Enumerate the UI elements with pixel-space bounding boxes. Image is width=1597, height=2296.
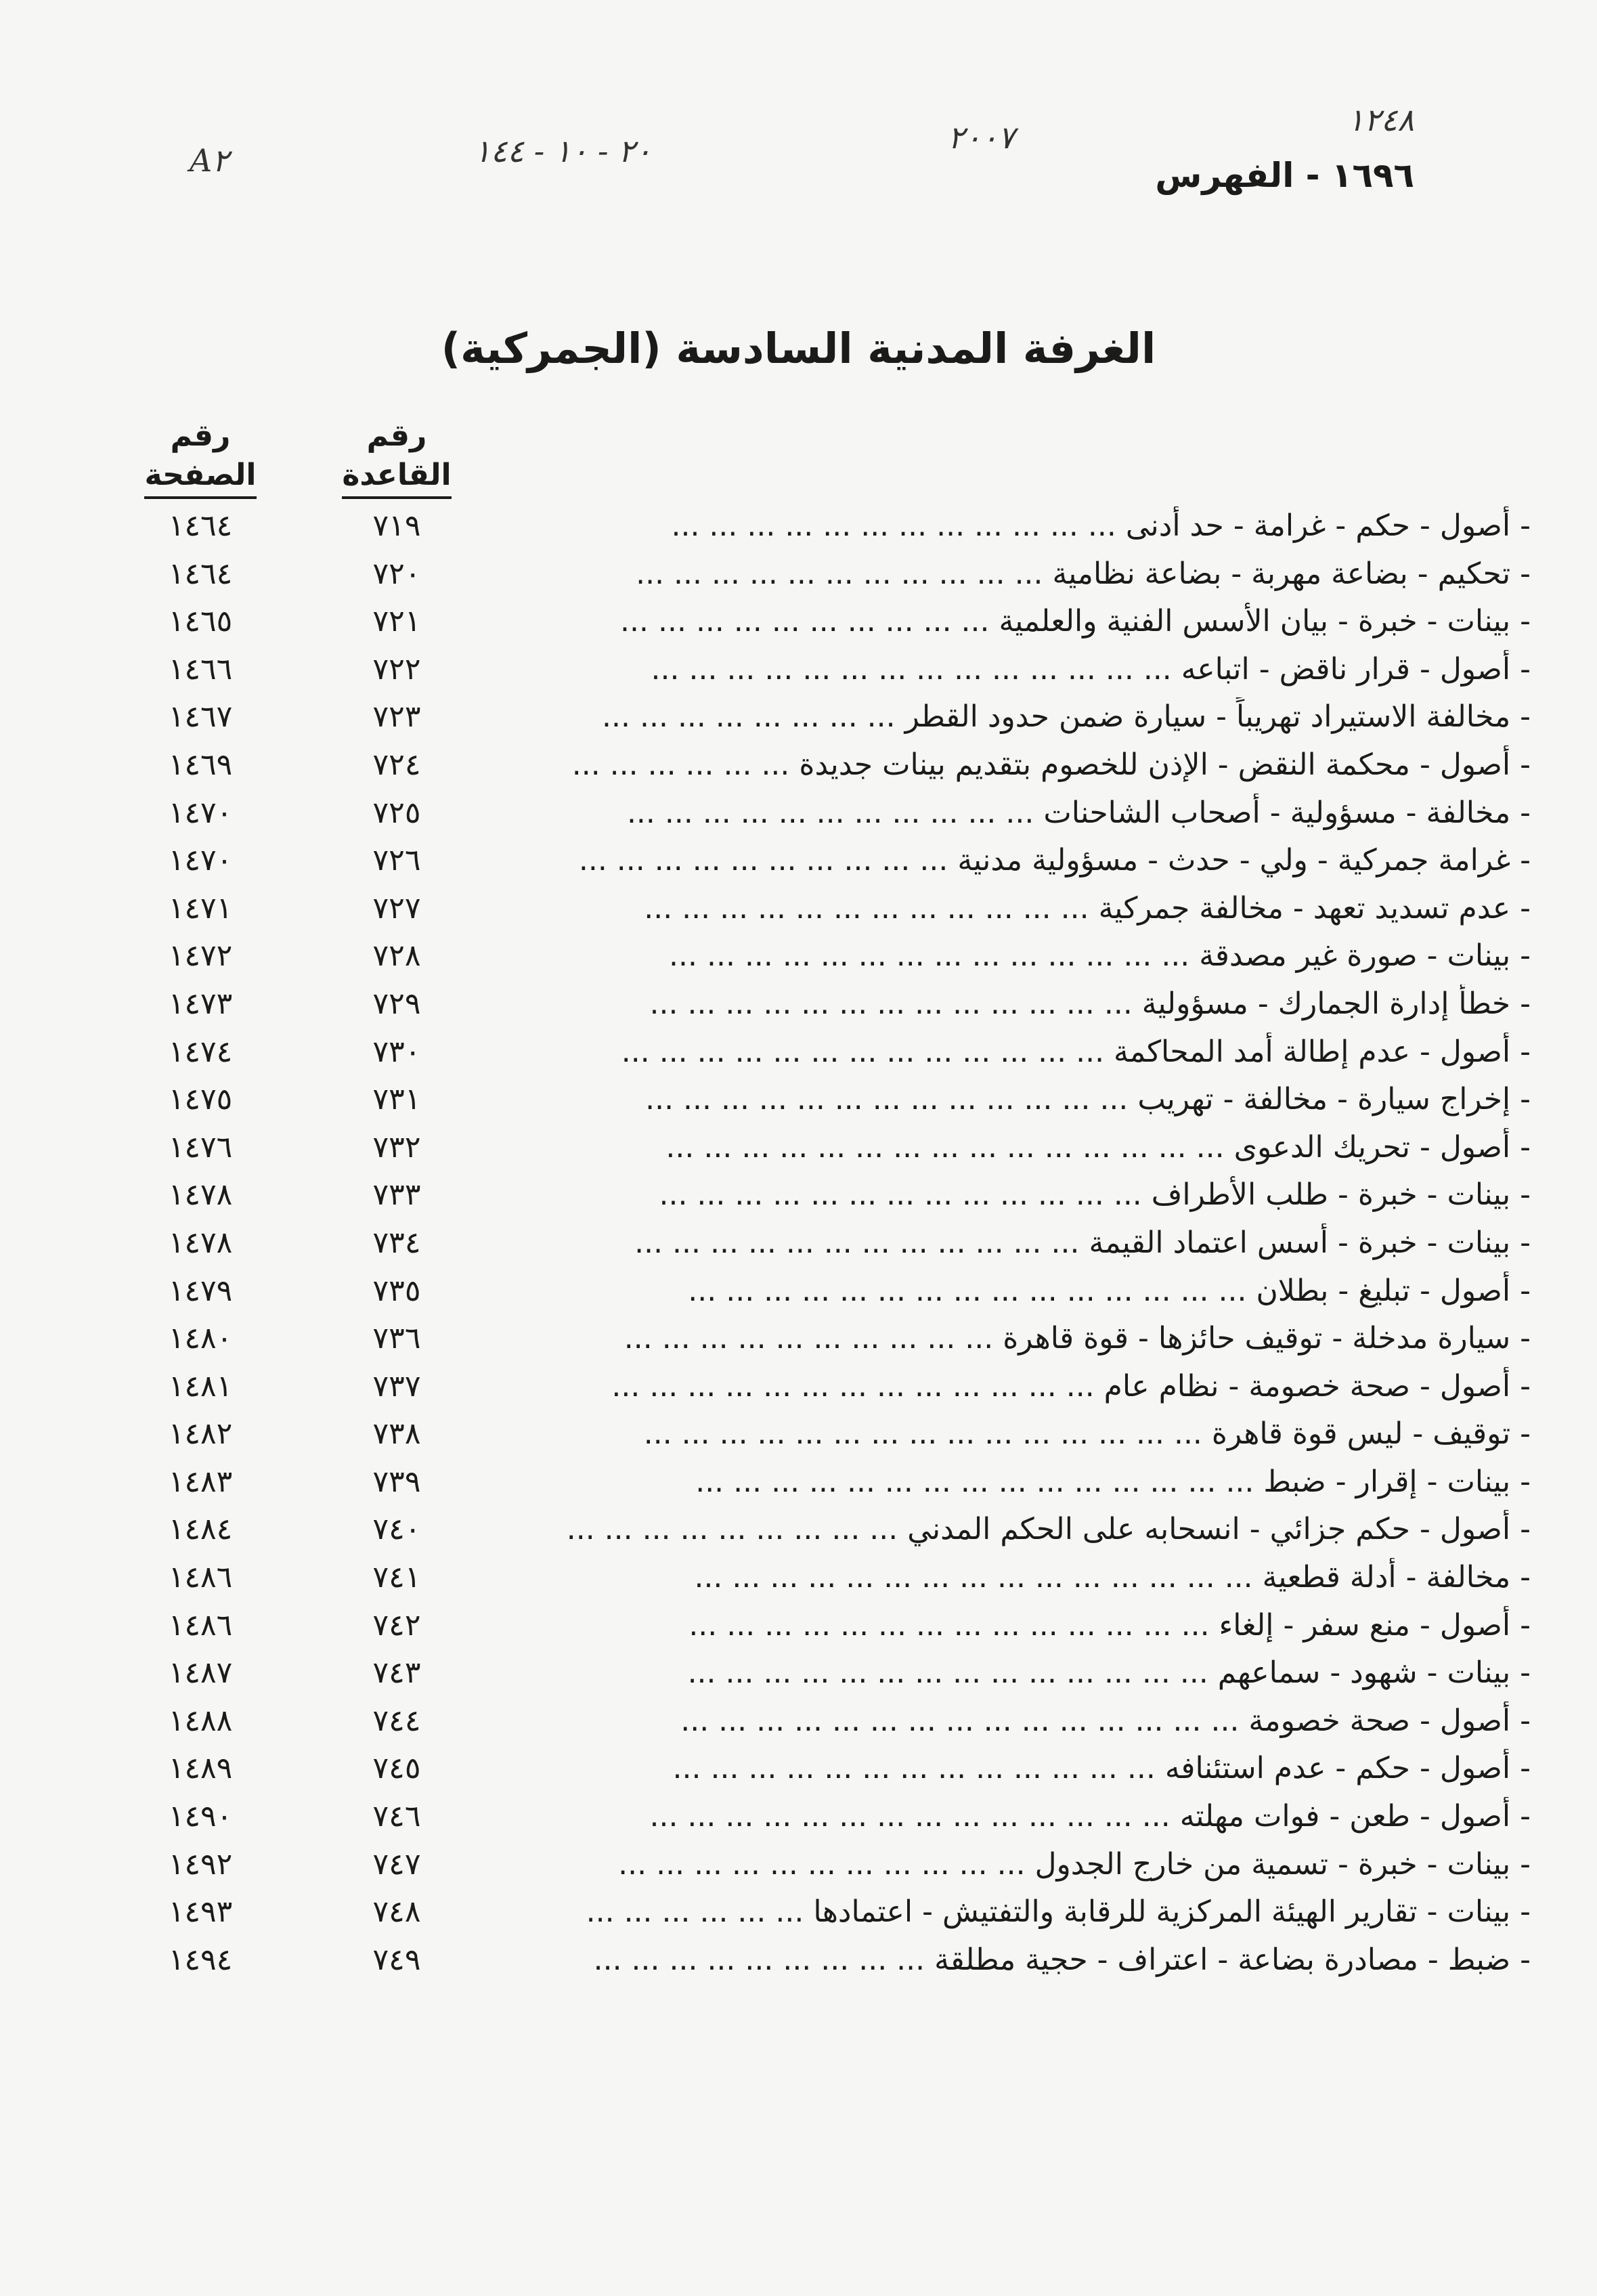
column-header-rule-line1: رقم bbox=[366, 418, 427, 453]
entry-page-number: ١٤٩٤ bbox=[168, 1942, 233, 1977]
entry-text: - تحكيم - بضاعة مهربة - بضاعة نظامية ... ... ... ... ... ... ... ... ... ... ... bbox=[636, 556, 1531, 591]
entry-rule-number: ٧٤٦ bbox=[372, 1799, 421, 1834]
entry-rule-number: ٧٣٥ bbox=[372, 1273, 421, 1308]
entry-text: - مخالفة - أدلة قطعية ... ... ... ... ... ... ... ... ... ... ... ... ... ... ... bbox=[694, 1560, 1531, 1595]
index-entry bbox=[0, 837, 1597, 885]
index-entry bbox=[0, 1171, 1597, 1219]
entry-text: - مخالفة الاستيراد تهريباً - سيارة ضمن حدود القطر ... ... ... ... ... ... ... ... bbox=[602, 699, 1531, 735]
entry-rule-number: ٧٣٩ bbox=[372, 1464, 421, 1499]
entry-page-number: ١٤٩٢ bbox=[168, 1846, 233, 1882]
entry-text: - بينات - خبرة - بيان الأسس الفنية والعلمية ... ... ... ... ... ... ... ... ... ... bbox=[620, 604, 1531, 639]
entry-page-number: ١٤٧٠ bbox=[168, 843, 233, 878]
entry-rule-number: ٧٤٩ bbox=[372, 1942, 421, 1977]
entry-rule-number: ٧٣١ bbox=[372, 1082, 421, 1117]
entry-page-number: ١٤٨٨ bbox=[168, 1703, 233, 1738]
index-entry bbox=[0, 1268, 1597, 1316]
entry-page-number: ١٤٨٤ bbox=[168, 1512, 233, 1547]
entry-rule-number: ٧٢٩ bbox=[372, 986, 421, 1021]
entry-text: - أصول - تحريك الدعوى ... ... ... ... ... ... ... ... ... ... ... ... ... ... ... bbox=[665, 1129, 1531, 1165]
entry-text: - أصول - قرار ناقض - اتباعه ... ... ... ... ... ... ... ... ... ... ... ... ... ... bbox=[651, 651, 1531, 687]
index-entries bbox=[0, 502, 1597, 1984]
entry-rule-number: ٧٤٨ bbox=[372, 1894, 421, 1930]
entry-text: - أصول - عدم إطالة أمد المحاكمة ... ... ... ... ... ... ... ... ... ... ... ... ... bbox=[621, 1034, 1531, 1069]
entry-text: - بينات - شهود - سماعهم ... ... ... ... ... ... ... ... ... ... ... ... ... ... bbox=[687, 1655, 1531, 1691]
entry-text: - أصول - حكم - عدم استئنافه ... ... ... ... ... ... ... ... ... ... ... ... ... bbox=[672, 1751, 1531, 1786]
entry-rule-number: ٧٤٤ bbox=[372, 1703, 421, 1738]
entry-page-number: ١٤٧٨ bbox=[168, 1177, 233, 1213]
entry-rule-number: ٧٣٨ bbox=[372, 1416, 421, 1452]
entry-rule-number: ٧٤٥ bbox=[372, 1751, 421, 1786]
entry-page-number: ١٤٧٩ bbox=[168, 1273, 233, 1308]
index-entry bbox=[0, 1076, 1597, 1124]
column-header-rule-number bbox=[339, 416, 454, 499]
index-entry bbox=[0, 1888, 1597, 1936]
entry-rule-number: ٧٤١ bbox=[372, 1560, 421, 1595]
entry-text: - بينات - خبرة - أسس اعتماد القيمة ... ... ... ... ... ... ... ... ... ... ... ... bbox=[634, 1225, 1531, 1260]
index-entry bbox=[0, 550, 1597, 599]
entry-rule-number: ٧٣٦ bbox=[372, 1321, 421, 1356]
index-entry bbox=[0, 1124, 1597, 1172]
entry-page-number: ١٤٨٩ bbox=[168, 1751, 233, 1786]
entry-page-number: ١٤٧٨ bbox=[168, 1225, 233, 1260]
entry-rule-number: ٧٢٨ bbox=[372, 938, 421, 974]
entry-text: - غرامة جمركية - ولي - حدث - مسؤولية مدنية ... ... ... ... ... ... ... ... ... ... bbox=[578, 843, 1531, 878]
entry-rule-number: ٧٣٠ bbox=[372, 1034, 421, 1069]
entry-rule-number: ٧٤٧ bbox=[372, 1846, 421, 1882]
entry-page-number: ١٤٩٣ bbox=[168, 1894, 233, 1930]
index-entry bbox=[0, 741, 1597, 789]
entry-page-number: ١٤٦٧ bbox=[168, 699, 233, 735]
index-entry bbox=[0, 1841, 1597, 1889]
entry-text: - أصول - تبليغ - بطلان ... ... ... ... ... ... ... ... ... ... ... ... ... ... ... bbox=[688, 1273, 1531, 1308]
entry-page-number: ١٤٨٣ bbox=[168, 1464, 233, 1499]
column-header-page-number bbox=[143, 416, 258, 499]
entry-page-number: ١٤٩٠ bbox=[168, 1799, 233, 1834]
index-entry bbox=[0, 598, 1597, 646]
entry-rule-number: ٧٢١ bbox=[372, 604, 421, 639]
entry-text: - بينات - إقرار - ضبط ... ... ... ... ... ... ... ... ... ... ... ... ... ... ... bbox=[695, 1464, 1531, 1499]
entry-page-number: ١٤٧٢ bbox=[168, 938, 233, 974]
entry-rule-number: ٧٢٤ bbox=[372, 747, 421, 782]
entry-rule-number: ٧٢٦ bbox=[372, 843, 421, 878]
entry-page-number: ١٤٧٤ bbox=[168, 1034, 233, 1069]
index-entry bbox=[0, 1506, 1597, 1554]
entry-text: - بينات - صورة غير مصدقة ... ... ... ... ... ... ... ... ... ... ... ... ... ... bbox=[669, 938, 1531, 974]
handwritten-note-top-left: A٢ bbox=[190, 142, 229, 179]
index-entry bbox=[0, 1363, 1597, 1411]
entry-rule-number: ٧١٩ bbox=[372, 508, 421, 543]
entry-text: - مخالفة - مسؤولية - أصحاب الشاحنات ... ... ... ... ... ... ... ... ... ... ... bbox=[626, 795, 1531, 830]
index-entry bbox=[0, 932, 1597, 980]
entry-page-number: ١٤٦٦ bbox=[168, 651, 233, 687]
index-entry bbox=[0, 693, 1597, 741]
entry-rule-number: ٧٢٠ bbox=[372, 556, 421, 591]
entry-rule-number: ٧٢٥ bbox=[372, 795, 421, 830]
entry-rule-number: ٧٢٢ bbox=[372, 651, 421, 687]
index-entry bbox=[0, 1697, 1597, 1746]
entry-text: - إخراج سيارة - مخالفة - تهريب ... ... ... ... ... ... ... ... ... ... ... ... ... bbox=[645, 1082, 1531, 1117]
index-entry bbox=[0, 1649, 1597, 1697]
index-entry bbox=[0, 789, 1597, 838]
index-entry bbox=[0, 885, 1597, 933]
index-entry bbox=[0, 1315, 1597, 1363]
index-entry bbox=[0, 1554, 1597, 1602]
entry-text: - أصول - منع سفر - إلغاء ... ... ... ... ... ... ... ... ... ... ... ... ... ... bbox=[688, 1607, 1531, 1643]
entry-page-number: ١٤٨٢ bbox=[168, 1416, 233, 1452]
handwritten-note-top-center-left: ٢٠ - ١٠ - ١٤٤ bbox=[474, 133, 652, 169]
entry-page-number: ١٤٨٦ bbox=[168, 1560, 233, 1595]
entry-page-number: ١٤٦٤ bbox=[168, 556, 233, 591]
running-head: ١٦٩٦ - الفهرس bbox=[1155, 156, 1414, 195]
entry-page-number: ١٤٦٥ bbox=[168, 604, 233, 639]
entry-rule-number: ٧٤٠ bbox=[372, 1512, 421, 1547]
handwritten-note-top-center: ٢٠٠٧ bbox=[948, 119, 1015, 156]
entry-rule-number: ٧٣٢ bbox=[372, 1129, 421, 1165]
entry-page-number: ١٤٧٠ bbox=[168, 795, 233, 830]
entry-rule-number: ٧٢٧ bbox=[372, 890, 421, 926]
entry-text: - توقيف - ليس قوة قاهرة ... ... ... ... ... ... ... ... ... ... ... ... ... ... ... bbox=[643, 1416, 1531, 1452]
entry-text: - أصول - حكم جزائي - انسحابه على الحكم المدني ... ... ... ... ... ... ... ... ... bbox=[566, 1512, 1531, 1547]
entry-rule-number: ٧٣٤ bbox=[372, 1225, 421, 1260]
entry-text: - بينات - خبرة - طلب الأطراف ... ... ... ... ... ... ... ... ... ... ... ... ... bbox=[659, 1177, 1531, 1213]
index-entry bbox=[0, 646, 1597, 694]
entry-page-number: ١٤٧٥ bbox=[168, 1082, 233, 1117]
index-entry bbox=[0, 1219, 1597, 1268]
column-header-page-line1: رقم bbox=[170, 418, 231, 453]
entry-page-number: ١٤٧١ bbox=[168, 890, 233, 926]
index-entry bbox=[0, 1458, 1597, 1507]
entry-page-number: ١٤٨٧ bbox=[168, 1655, 233, 1691]
page-title: الغرفة المدنية السادسة (الجمركية) bbox=[441, 324, 1156, 373]
entry-rule-number: ٧٤٣ bbox=[372, 1655, 421, 1691]
entry-rule-number: ٧٣٧ bbox=[372, 1368, 421, 1404]
entry-page-number: ١٤٨٦ bbox=[168, 1607, 233, 1643]
entry-page-number: ١٤٧٦ bbox=[168, 1129, 233, 1165]
entry-text: - أصول - صحة خصومة - نظام عام ... ... ... ... ... ... ... ... ... ... ... ... ... bbox=[611, 1368, 1531, 1404]
index-entry bbox=[0, 1936, 1597, 1985]
entry-text: - خطأ إدارة الجمارك - مسؤولية ... ... ... ... ... ... ... ... ... ... ... ... ... bbox=[649, 986, 1531, 1021]
column-header-rule-line2: القاعدة bbox=[342, 456, 451, 499]
column-header-page-line2: الصفحة bbox=[144, 456, 256, 499]
index-entry bbox=[0, 502, 1597, 550]
index-entry bbox=[0, 1028, 1597, 1077]
entry-text: - أصول - حكم - غرامة - حد أدنى ... ... ... ... ... ... ... ... ... ... ... ... bbox=[671, 508, 1531, 543]
entry-page-number: ١٤٦٩ bbox=[168, 747, 233, 782]
entry-rule-number: ٧٢٣ bbox=[372, 699, 421, 735]
entry-text: - بينات - خبرة - تسمية من خارج الجدول ... ... ... ... ... ... ... ... ... ... ... bbox=[618, 1846, 1531, 1882]
entry-text: - أصول - محكمة النقض - الإذن للخصوم بتقديم بينات جديدة ... ... ... ... ... ... bbox=[571, 747, 1531, 782]
entry-text: - ضبط - مصادرة بضاعة - اعتراف - حجية مطلقة ... ... ... ... ... ... ... ... ... bbox=[593, 1942, 1531, 1977]
entry-page-number: ١٤٨١ bbox=[168, 1368, 233, 1404]
index-entry bbox=[0, 1793, 1597, 1841]
entry-rule-number: ٧٣٣ bbox=[372, 1177, 421, 1213]
entry-rule-number: ٧٤٢ bbox=[372, 1607, 421, 1643]
entry-text: - أصول - طعن - فوات مهلته ... ... ... ... ... ... ... ... ... ... ... ... ... ... bbox=[649, 1799, 1531, 1834]
entry-page-number: ١٤٧٣ bbox=[168, 986, 233, 1021]
index-entry bbox=[0, 1410, 1597, 1458]
handwritten-note-top-right: ١٢٤٨ bbox=[1347, 102, 1414, 138]
entry-text: - عدم تسديد تعهد - مخالفة جمركية ... ... ... ... ... ... ... ... ... ... ... ... bbox=[644, 890, 1531, 926]
entry-page-number: ١٤٦٤ bbox=[168, 508, 233, 543]
entry-text: - أصول - صحة خصومة ... ... ... ... ... ... ... ... ... ... ... ... ... ... ... bbox=[680, 1703, 1531, 1738]
entry-text: - سيارة مدخلة - توقيف حائزها - قوة قاهرة ... ... ... ... ... ... ... ... ... ... bbox=[624, 1321, 1531, 1356]
index-entry bbox=[0, 1602, 1597, 1650]
index-entry bbox=[0, 1745, 1597, 1793]
entry-text: - بينات - تقارير الهيئة المركزية للرقابة والتفتيش - اعتمادها ... ... ... ... ... ... bbox=[586, 1894, 1531, 1930]
index-entry bbox=[0, 980, 1597, 1028]
entry-page-number: ١٤٨٠ bbox=[168, 1321, 233, 1356]
